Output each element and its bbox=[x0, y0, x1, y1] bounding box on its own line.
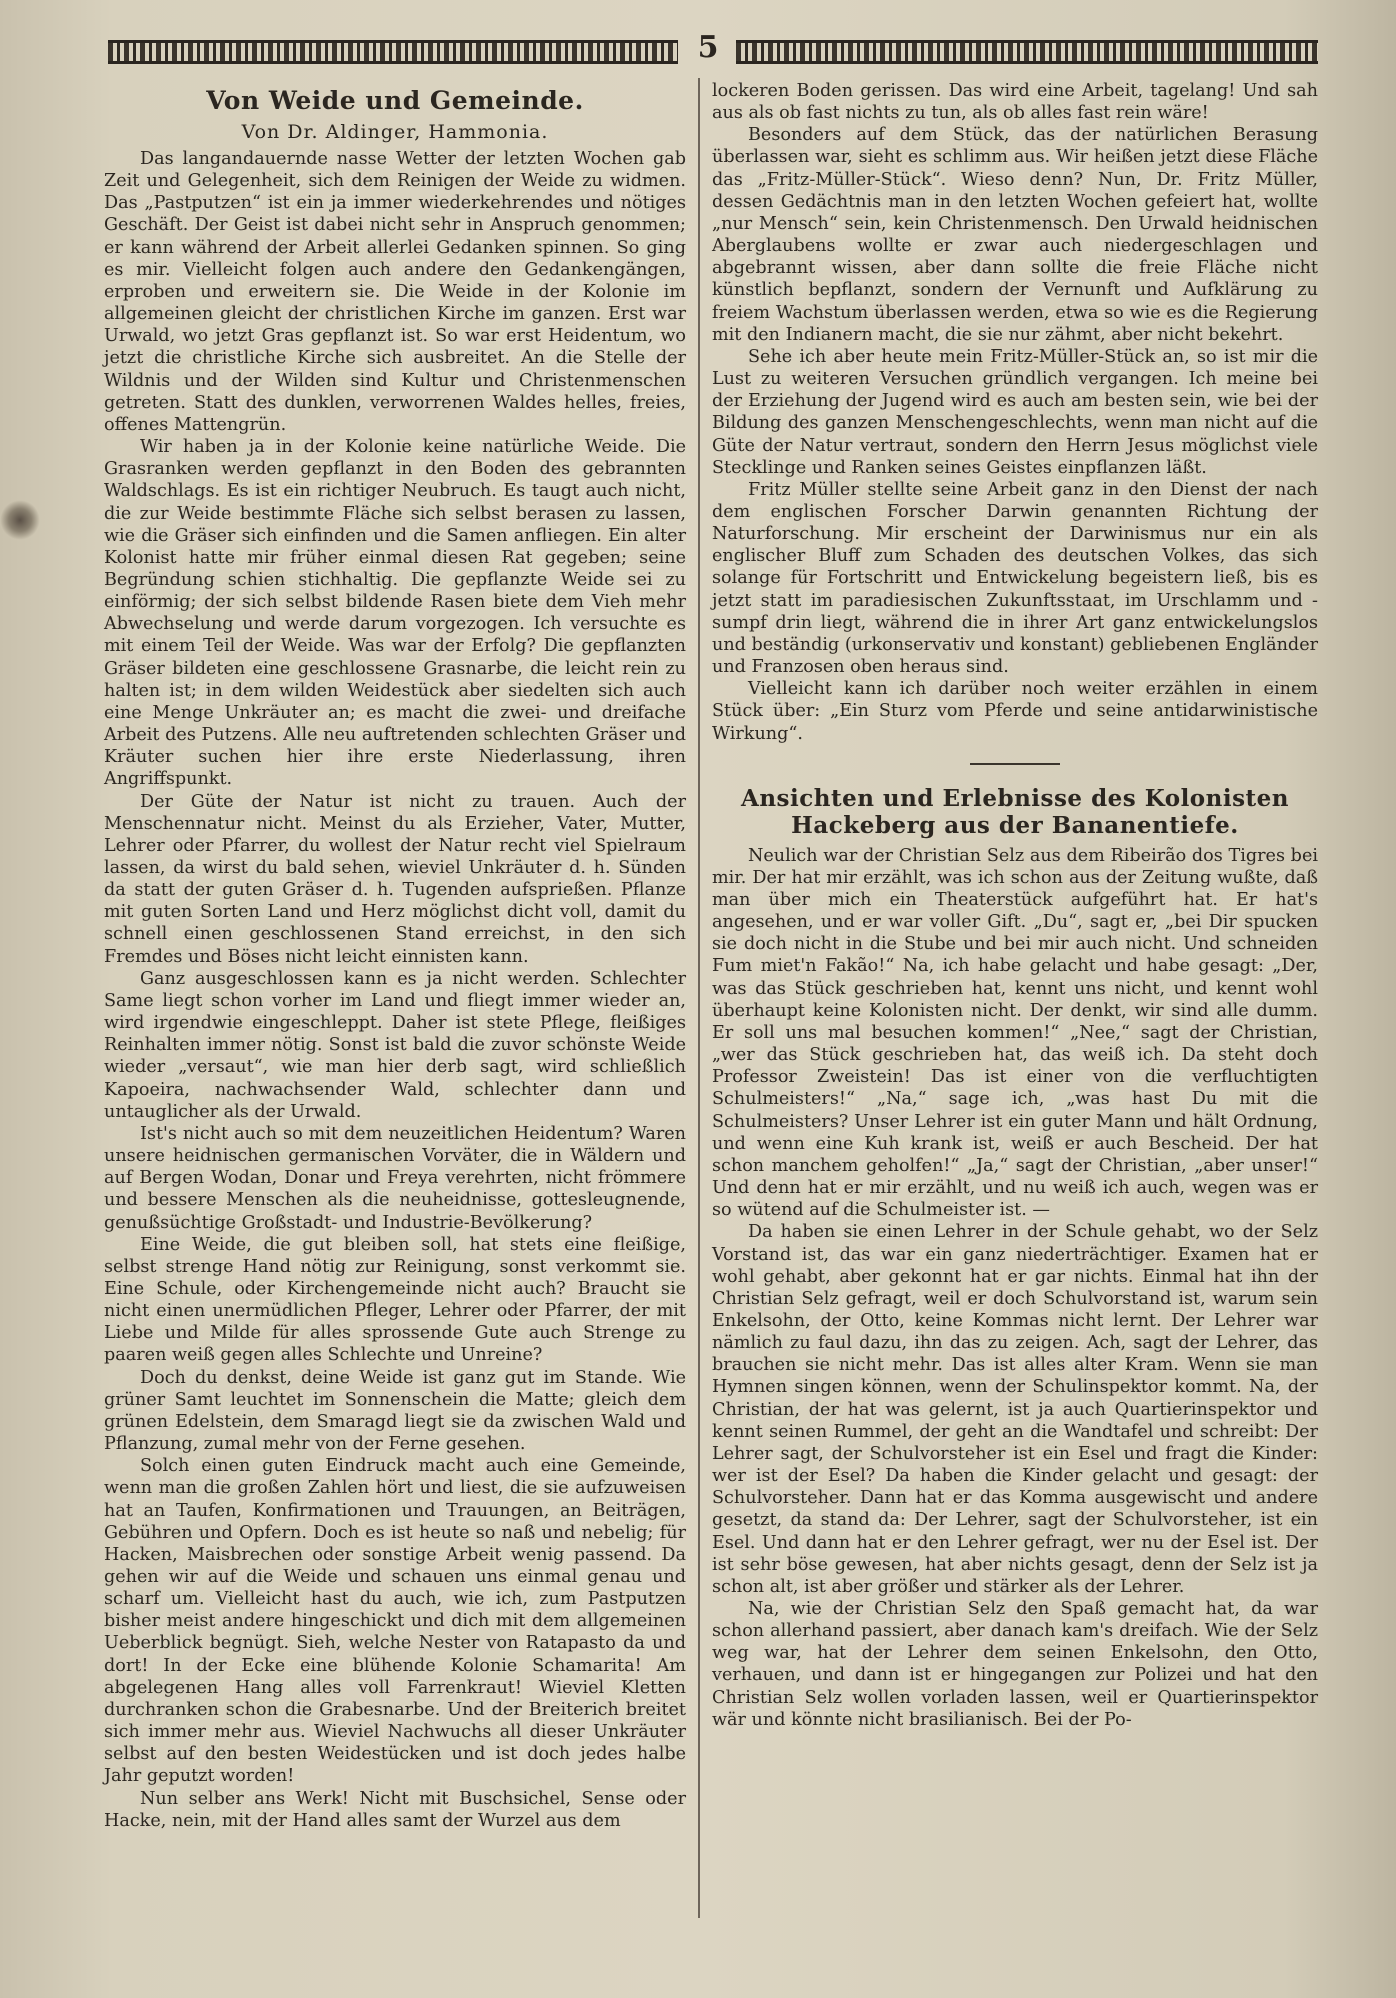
article-divider bbox=[970, 763, 1060, 765]
paragraph: Na, wie der Christian Selz den Spaß gemacht hat, da war schon allerhand passiert, aber danach kam's dreifach. Wie der Selz weg war, hat der Lehrer dem seinen Enkelsohn, den Otto, verhauen, und dann ist er hingegangen zur Polizei und hat den Christian Selz wollen vorladen lassen, weil er Quartierinspektor wär und könnte nicht brasilianisch. Bei der Po- bbox=[712, 1599, 1318, 1730]
paragraph: Ist's nicht auch so mit dem neuzeitlichen Heidentum? Waren unsere heidnischen germanischen Vorväter, die in Wäldern und auf Bergen Wodan, Donar und Freya verehrten, nicht frömmere und bessere Menschen als die neuheidnisse, gottesleugnende, genußsüchtige Großstadt- und Industrie-Bevölkerung? bbox=[104, 1123, 686, 1233]
paragraph: Wir haben ja in der Kolonie keine natürliche Weide. Die Grasranken werden gepflanzt in den Boden des gebrannten Waldschlags. Es ist ein richtiger Neubruch. Es taugt auch nicht, die zur Weide bestimmte Fläche sich selbst berasen zu lassen, wie die Gräser sich einfinden und die Samen anfliegen. Ein alter Kolonist hatte mir früher einmal diesen Rat gegeben; seine Begründung schien stichhaltig. Die gepflanzte Weide sei zu einförmig; der sich selbst bildende Rasen biete dem Vieh mehr Abwechselung und werde darum vorgezogen. Ich versuchte es mit einem Teil der Weide. Was war der Erfolg? Die gepflanzten Gräser bildeten eine geschlossene Grasnarbe, die leicht rein zu halten ist; in dem wilden Weidestück aber siedelten sich auch eine Menge Unkräuter an; es macht die zwei- und dreifache Arbeit des Putzens. Alle neu auftretenden schlechten Gräser und Kräuter suchen hier ihre erste Niederlassung, ihren Angriffspunkt. bbox=[104, 437, 686, 790]
article-title: Von Weide und Gemeinde. bbox=[206, 86, 584, 115]
article-title: Ansichten und Erlebnisse des Kolonisten Hackeberg aus der Bananentiefe. bbox=[740, 784, 1290, 839]
paragraph: Das langandauernde nasse Wetter der letzten Wochen gab Zeit und Gelegenheit, sich dem Reinigen der Weide zu widmen. Das „Pastputzen“ ist ein ja immer wiederkehrendes und nötiges Geschäft. Der Geist ist dabei nicht sehr in Anspruch genommen; er kann während der Arbeit allerlei Gedanken spinnen. So ging es mir. Vielleicht folgen auch andere den Gedankengängen, erproben und erweitern sie. Die Weide in der Kolonie im allgemeinen gleicht der christlichen Kirche im ganzen. Erst war Urwald, wo jetzt Gras gepflanzt ist. So war erst Heidentum, wo jetzt die christliche Kirche sich ausbreitet. An die Stelle der Wildnis und der Wilden sind Kultur und Christenmenschen getreten. Statt des dunklen, verworrenen Waldes helles, freies, offenes Mattengrün. bbox=[104, 149, 686, 435]
page-number: 5 bbox=[697, 30, 719, 65]
paragraph: Doch du denkst, deine Weide ist ganz gut im Stande. Wie grüner Samt leuchtet im Sonnenschein die Matte; gleich dem grünen Edelstein, dem Smaragd liegt sie da zwischen Wald und Pflanzung, zumal mehr von der Ferne gesehen. bbox=[104, 1367, 686, 1455]
right-column bbox=[712, 80, 1318, 1731]
article-2 bbox=[712, 785, 1318, 1731]
left-column bbox=[104, 80, 686, 1832]
paragraph: Besonders auf dem Stück, das der natürlichen Berasung überlassen war, sieht es schlimm aus. Wir heißen jetzt diese Fläche das „Fritz-Müller-Stück“. Wieso denn? Nun, Dr. Fritz Müller, dessen Gedächtnis man in den letzten Wochen gefeiert hat, wollte „nur Mensch“ sein, kein Christenmensch. Den Urwald heidnischen Aberglaubens wollte er zwar auch niedergeschlagen und abgebrannt wissen, aber dann sollte die freie Fläche nicht künstlich bepflanzt, sondern der Vernunft und Aufklärung zu freiem Wachstum überlassen werden, etwa so wie es die Regierung mit den Indianern macht, die sie nur zähmt, aber nicht bekehrt. bbox=[712, 125, 1318, 345]
paragraph: Vielleicht kann ich darüber noch weiter erzählen in einem Stück über: „Ein Sturz vom Pferde und seine antidarwinistische Wirkung“. bbox=[712, 679, 1318, 744]
paragraph: Fritz Müller stellte seine Arbeit ganz in den Dienst der nach dem englischen Forscher Darwin genannten Richtung der Naturforschung. Mir erscheint der Darwinismus nur ein als englischer Bluff zum Schaden des deutschen Volkes, das sich solange für Fortschritt und Entwickelung begeistern ließ, bis es jetzt statt im paradiesischen Zukunftsstaat, im Urschlamm und -sumpf drin liegt, während die in ihrer Art ganz entwickelungslos und beständig (urkonservativ und konstant) gebliebenen Engländer und Franzosen oben heraus sind. bbox=[712, 479, 1319, 678]
ornament-rule-left bbox=[108, 40, 678, 64]
paragraph: Eine Weide, die gut bleiben soll, hat stets eine fleißige, selbst strenge Hand nötig zur Reinigung, sonst verkommt sie. Eine Schule, oder Kirchengemeinde nicht auch? Braucht sie nicht einen unermüdlichen Pfleger, Lehrer oder Pfarrer, der mit Liebe und Milde für alles sprossende Gute auch Strenge zu paaren weiß gegen alles Schlechte und Unreine? bbox=[104, 1234, 686, 1366]
ornament-rule-right bbox=[736, 40, 1318, 64]
page-header bbox=[108, 32, 1318, 66]
paragraph: Sehe ich aber heute mein Fritz-Müller-Stück an, so ist mir die Lust zu weiteren Versuchen gründlich vergangen. Ich meine bei der Erziehung der Jugend wird es auch am besten sein, wie bei der Bildung des ganzen Menschengeschlechts, wenn man nicht auf die Güte der Natur vertraut, sondern den Herrn Jesus möglichst viele Stecklinge und Ranken seines Geistes einpflanzen läßt. bbox=[712, 346, 1318, 478]
paragraph: Neulich war der Christian Selz aus dem Ribeirão dos Tigres bei mir. Der hat mir erzählt, was ich schon aus der Zeitung wußte, daß man über mich ein Theaterstück aufgeführt hat. Er hat's angesehen, und er war voller Gift. „Du“, sagt er, „bei Dir spucken sie doch nicht in die Stube und bei mir auch nicht. Und schneiden Fum miet'n Fakão!“ Na, ich habe gelacht und habe gesagt: „Der, was das Stück geschrieben hat, kennt uns nicht, und kennt wohl überhaupt keine Kolonisten nicht. Der denkt, wir sind alle dumm. Er soll uns mal besuchen kommen!“ „Nee,“ sagt der Christian, „wer das Stück geschrieben hat, das weiß ich. Da steht doch Professor Zweistein! Das ist einer von die verfluchtigten Schulmeisters!“ „Na,“ sage ich, „was hast Du mit die Schulmeisters? Unser Lehrer ist ein guter Mann und hält Ordnung, und wenn eine Kuh krank ist, weiß er auch Bescheid. Der hat schon manchem geholfen!“ „Ja,“ sagt der Christian, „aber unser!“ Und denn hat er mir erzählt, und nu weiß ich auch, wegen was er so wütend auf die Schulmeister ist. — bbox=[712, 845, 1318, 1221]
column-divider bbox=[698, 78, 700, 1918]
paragraph: Solch einen guten Eindruck macht auch eine Gemeinde, wenn man die großen Zahlen hört und liest, die sie aufzuweisen hat an Taufen, Konfirmationen und Trauungen, an Beiträgen, Gebühren und Opfern. Doch es ist heute so naß und nebelig; für Hacken, Maisbrechen oder sonstige Arbeit wenig passend. Da gehen wir auf die Weide und schauen uns einmal genau und scharf um. Vielleicht hast du auch, wie ich, zum Pastputzen bisher meist andere hingeschickt und dich mit dem allgemeinen Ueberblick begnügt. Sieh, welche Nester von Ratapasto da und dort! In der Ecke eine blühende Kolonie Schamarita! Am abgelegenen Hang alles voll Farrenkraut! Wieviel Kletten durchranken schon die Grabesnarbe. Und der Breiterich breitet sich immer mehr aus. Wieviel Nachwuchs all dieser Unkräuter selbst auf den besten Weidestücken und ist doch jedes halbe Jahr geputzt worden! bbox=[104, 1456, 686, 1787]
paragraph-continued: lockeren Boden gerissen. Das wird eine Arbeit, tagelang! Und sah aus als ob fast nichts zu tun, als ob alles fast rein wäre! bbox=[712, 81, 1318, 124]
paragraph: Ganz ausgeschlossen kann es ja nicht werden. Schlechter Same liegt schon vorher im Land und fliegt immer wieder an, wird irgendwie eingeschleppt. Daher ist stete Pflege, fleißiges Reinhalten immer nötig. Sonst ist bald die zuvor schönste Weide wieder „versaut“, wie man hier derb sagt, wird schließlich Kapoeira, nachwachsender Wald, schlechter dann und untauglicher als der Urwald. bbox=[104, 968, 686, 1122]
paper-stain bbox=[0, 500, 40, 540]
paragraph: Der Güte der Natur ist nicht zu trauen. Auch der Menschennatur nicht. Meinst du als Erzieher, Vater, Mutter, Lehrer oder Pfarrer, du wollest der Natur recht viel Spielraum lassen, da wirst du bald sehen, wieviel Unkräuter d. h. Sünden da statt der guten Gräser d. h. Tugenden aufsprießen. Pflanze mit guten Sorten Land und Herz möglichst dicht voll, damit du schnell einen geschlossenen Stand erreichst, in den sich Fremdes und Böses nicht leicht einnisten kann. bbox=[104, 791, 686, 967]
paragraph: Da haben sie einen Lehrer in der Schule gehabt, wo der Selz Vorstand ist, das war ein ganz niederträchtiger. Examen hat er wohl gehabt, aber gekonnt hat er gar nichts. Einmal hat ihn der Christian Selz gefragt, weil er doch Schulvorstand ist, warum sein Enkelsohn, der Otto, keine Kommas nicht lernt. Der Lehrer war nämlich zu faul dazu, ihn das zu zeigen. Ach, sagt der Lehrer, das brauchen sie nicht mehr. Das ist alles alter Kram. Wenn sie man Hymnen singen können, wenn der Schulinspektor kommt. Na, der Christian, der hat was gelernt, ist ja auch Quartierinspektor und kennt seinen Rummel, der geht an die Wandtafel und schreibt: Der Lehrer sagt, der Schulvorsteher ist ein Esel und fragt die Kinder: wer ist der Esel? Da haben die Kinder gelacht und gesagt: der Schulvorsteher. Dann hat er das Komma ausgewischt und andere gesetzt, da stand da: Der Lehrer, sagt der Schulvorsteher, ist ein Esel. Und dann hat er den Lehrer gefragt, wer nu der Esel ist. Der ist sehr böse gewesen, hat aber nichts gesagt, denn der Selz ist ja schon alt, ist aber größer und stärker als der Lehrer. bbox=[712, 1222, 1318, 1597]
paragraph: Nun selber ans Werk! Nicht mit Buschsichel, Sense oder Hacke, nein, mit der Hand alles samt der Wurzel aus dem bbox=[104, 1788, 686, 1831]
article-byline: Von Dr. Aldinger, Hammonia. bbox=[241, 121, 549, 143]
